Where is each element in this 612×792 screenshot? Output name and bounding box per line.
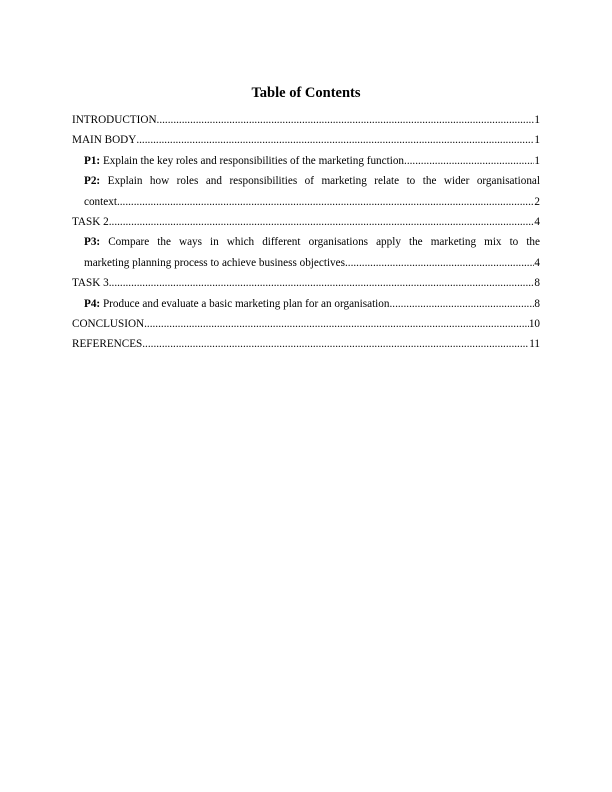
- dot-leader: [144, 314, 529, 334]
- dot-leader: [389, 294, 534, 314]
- dot-leader: [136, 130, 534, 150]
- toc-page-number: 11: [529, 338, 540, 351]
- dot-leader: [117, 192, 534, 212]
- toc-page-number: 10: [528, 318, 540, 331]
- dot-leader: [109, 273, 535, 293]
- toc-entry-label: TASK 3: [72, 277, 109, 290]
- toc-entry-main-body[interactable]: [72, 130, 540, 150]
- toc-entry-code: P3:: [84, 236, 101, 249]
- toc-page-number: 8: [534, 297, 540, 310]
- toc-page-number: 1: [534, 154, 540, 167]
- toc-entry-text: marketing planning process to achieve business objectives: [84, 256, 345, 269]
- toc-entry-task-3[interactable]: [72, 273, 540, 293]
- toc-entry-task-2[interactable]: [72, 212, 540, 232]
- dot-leader: [157, 110, 535, 130]
- toc-entry-references[interactable]: [72, 334, 540, 354]
- toc-entry-p2[interactable]: [72, 171, 540, 212]
- table-of-contents: [72, 110, 540, 355]
- dot-leader: [142, 334, 529, 354]
- toc-entry-p1[interactable]: [72, 151, 540, 171]
- toc-entry-introduction[interactable]: [72, 110, 540, 130]
- toc-entry-code: P2:: [84, 175, 101, 188]
- toc-entry-label: INTRODUCTION: [72, 114, 157, 126]
- toc-entry-text: context: [84, 195, 117, 208]
- toc-page-number: 2: [534, 195, 540, 208]
- toc-page-number: 1: [534, 114, 540, 126]
- dot-leader: [404, 151, 534, 171]
- toc-title: Table of Contents: [251, 85, 361, 101]
- toc-page-number: 8: [534, 277, 540, 290]
- toc-entry-text: Explain the key roles and responsibilities of the marketing function: [102, 154, 405, 167]
- toc-entry-text: Compare the ways in which different organisations apply the marketing mix to the: [108, 236, 540, 249]
- toc-entry-label: CONCLUSION: [72, 318, 145, 331]
- toc-entry-line-2: [84, 192, 540, 212]
- toc-entry-p3[interactable]: [72, 232, 540, 273]
- toc-entry-label: REFERENCES: [72, 338, 143, 351]
- toc-entry-code: P4:: [84, 297, 101, 310]
- toc-entry-line-2: [84, 253, 540, 273]
- toc-entry-label: MAIN BODY: [72, 134, 137, 147]
- toc-entry-label: [84, 294, 389, 314]
- toc-entry-line-1: [84, 232, 540, 252]
- toc-entry-code: P1:: [84, 154, 101, 167]
- toc-page-number: 1: [534, 134, 540, 147]
- toc-entry-text: Explain how roles and responsibilities of marketing relate to the wider organisational: [107, 175, 540, 188]
- toc-entry-text: Produce and evaluate a basic marketing plan for an organisation: [102, 297, 390, 310]
- toc-entry-p4[interactable]: [72, 294, 540, 314]
- toc-entry-conclusion[interactable]: [72, 314, 540, 334]
- toc-page-number: 4: [534, 216, 540, 229]
- dot-leader: [109, 212, 535, 232]
- dot-leader: [345, 253, 534, 273]
- toc-entry-label: TASK 2: [72, 216, 109, 229]
- toc-entry-label: [84, 151, 404, 171]
- toc-page-number: 4: [534, 256, 540, 269]
- toc-entry-line-1: [84, 171, 540, 191]
